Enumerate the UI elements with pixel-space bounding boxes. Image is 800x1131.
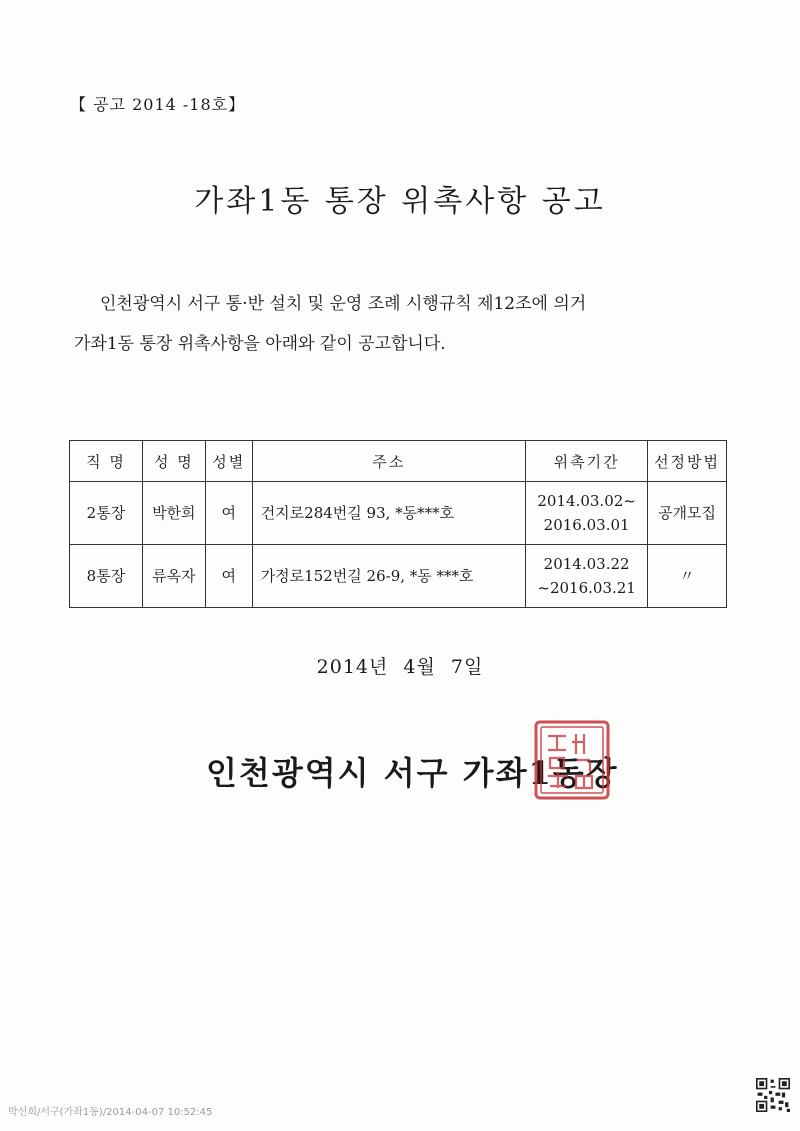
header-address: 주소 (252, 441, 525, 482)
period-end: 2016.03.01 (543, 516, 630, 534)
notice-number: 【 공고 2014 -18호】 (70, 95, 246, 114)
table-row (70, 482, 727, 545)
header-name: 성 명 (142, 441, 205, 482)
cell-address: 건지로284번길 93, *동***호 (252, 482, 525, 545)
official-seal-icon (532, 718, 612, 802)
cell-period (526, 545, 648, 608)
header-method: 선정방법 (648, 441, 727, 482)
cell-method: 공개모집 (648, 482, 727, 545)
appointment-table (69, 440, 727, 608)
table-row (70, 545, 727, 608)
cell-position: 8통장 (70, 545, 143, 608)
cell-gender: 여 (205, 482, 252, 545)
body-line-1: 인천광역시 서구 통·반 설치 및 운영 조례 시행규칙 제12조에 의거 (100, 294, 587, 314)
body-line-2: 가좌1동 통장 위촉사항을 아래와 같이 공고합니다. (74, 334, 446, 354)
cell-name: 류옥자 (142, 545, 205, 608)
cell-method: 〃 (648, 545, 727, 608)
qr-code-icon (756, 1078, 790, 1112)
cell-gender: 여 (205, 545, 252, 608)
header-period: 위촉기간 (526, 441, 648, 482)
header-position: 직 명 (70, 441, 143, 482)
header-gender: 성별 (205, 441, 252, 482)
cell-address: 가정로152번길 26-9, *동 ***호 (252, 545, 525, 608)
cell-period (526, 482, 648, 545)
footer-stamp: 박선희/서구(가좌1동)/2014-04-07 10:52:45 (8, 1107, 213, 1118)
notice-date: 2014년 4월 7일 (316, 656, 484, 678)
period-start: 2014.03.22 (543, 555, 630, 573)
document-title: 가좌1동 통장 위촉사항 공고 (194, 184, 606, 219)
table-header-row (70, 441, 727, 482)
cell-position: 2통장 (70, 482, 143, 545)
cell-name: 박한희 (142, 482, 205, 545)
body-paragraph (74, 284, 754, 364)
period-end: ~2016.03.21 (537, 579, 636, 597)
issuer-name: 인천광역시 서구 가좌1동장 (206, 754, 619, 792)
period-start: 2014.03.02~ (537, 492, 636, 510)
